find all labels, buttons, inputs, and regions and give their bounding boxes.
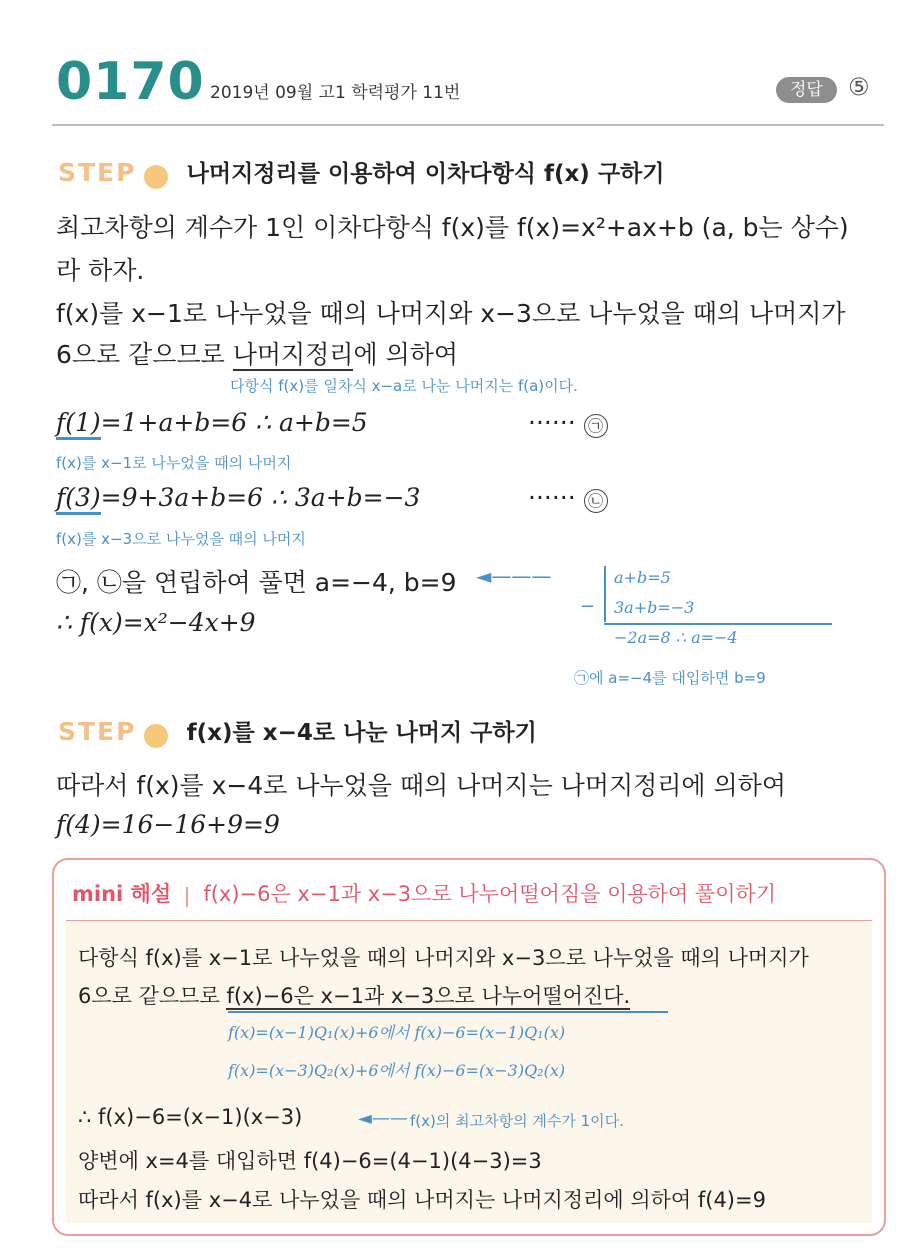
answer-value: ⑤ <box>847 73 870 101</box>
arrow-left-icon-2: ◄—— <box>358 1108 408 1129</box>
body-b-line1: 따라서 f(x)를 x−4로 나누었을 때의 나머지는 나머지정리에 의하여 <box>56 771 786 800</box>
mini-line3: ∴ f(x)−6=(x−1)(x−3) <box>78 1105 303 1129</box>
step-a-heading <box>58 155 664 189</box>
step-b-icon <box>144 724 168 748</box>
mini-line2-key: f(x)−6은 x−1과 x−3으로 나누어떨어진다. <box>226 984 631 1008</box>
mini-line3-note: f(x)의 최고차항의 계수가 1이다. <box>410 1112 624 1130</box>
side-minus: − <box>580 596 596 617</box>
mini-header <box>72 878 776 908</box>
body-a-line4 <box>56 335 458 371</box>
step-a-icon <box>144 165 168 189</box>
header-divider <box>52 124 884 126</box>
mini-line2 <box>78 980 630 1010</box>
eq1-mark: ㉠ <box>584 414 608 438</box>
mini-line4: 양변에 x=4를 대입하면 f(4)−6=(4−1)(4−3)=3 <box>78 1149 542 1173</box>
body-a-theorem: 나머지정리 <box>232 340 354 369</box>
eq1-rhs: =1+a+b=6 ∴ a+b=5 <box>100 408 368 437</box>
problem-number: 0170 <box>56 52 205 112</box>
eq1-tag <box>528 408 608 438</box>
eq2-dots: ······ <box>528 483 576 512</box>
step-a-badge: STEP <box>58 158 137 187</box>
side-line4: ㉠에 a=−4를 대입하면 b=9 <box>574 669 766 687</box>
eq2-rhs: =9+3a+b=6 ∴ 3a+b=−3 <box>100 483 421 512</box>
eq2-lhs: f(3) <box>56 483 101 515</box>
side-bracket <box>604 566 606 622</box>
step-b-title: f(x)를 x−4로 나눈 나머지 구하기 <box>186 720 537 746</box>
result-line: ∴ f(x)=x²−4x+9 <box>56 608 256 637</box>
eq1-dots: ······ <box>528 408 576 437</box>
note-remainder-theorem: 다항식 f(x)를 일차식 x−a로 나눈 나머지는 f(a)이다. <box>230 377 578 395</box>
mini-note-rule <box>228 1011 668 1013</box>
mini-note2: f(x)=(x−3)Q₂(x)+6에서 f(x)−6=(x−3)Q₂(x) <box>228 1061 566 1080</box>
eq2 <box>56 483 420 512</box>
body-a-line1: 최고차항의 계수가 1인 이차다항식 f(x)를 f(x)=x²+ax+b (a, b는 상수) <box>56 213 849 242</box>
arrow-left-icon: ◄——— <box>476 564 552 588</box>
note-eq2: f(x)를 x−3으로 나누었을 때의 나머지 <box>56 530 306 548</box>
answer-box <box>776 73 869 101</box>
side-line2: 3a+b=−3 <box>614 598 695 617</box>
eq1 <box>56 408 368 437</box>
step-b-heading <box>58 714 537 748</box>
body-b-line2: f(4)=16−16+9=9 <box>56 810 280 839</box>
body-a-line4-post: 에 의하여 <box>353 340 459 369</box>
side-line3: −2a=8 ∴ a=−4 <box>614 628 738 647</box>
eq2-tag <box>528 483 608 513</box>
problem-source: 2019년 09월 고1 학력평가 11번 <box>210 83 461 103</box>
answer-label: 정답 <box>776 77 837 103</box>
mini-line2-pre: 6으로 같으므로 <box>78 984 227 1008</box>
side-line1: a+b=5 <box>614 568 671 587</box>
body-a-line4-pre: 6으로 같으므로 <box>56 340 233 369</box>
mini-line1: 다항식 f(x)를 x−1로 나누었을 때의 나머지와 x−3으로 나누었을 때의 나머지가 <box>78 946 809 970</box>
mini-line5: 따라서 f(x)를 x−4로 나누었을 때의 나머지는 나머지정리에 의하여 f(4)=9 <box>78 1188 766 1212</box>
step-a-title: 나머지정리를 이용하여 이차다항식 f(x) 구하기 <box>186 161 665 187</box>
eq2-mark: ㉡ <box>584 489 608 513</box>
step-b-badge: STEP <box>58 717 137 746</box>
side-rule <box>604 623 832 625</box>
mini-divider <box>186 887 188 907</box>
mini-label: mini 해설 <box>72 882 172 906</box>
mini-note1: f(x)=(x−1)Q₁(x)+6에서 f(x)−6=(x−1)Q₁(x) <box>228 1023 566 1042</box>
note-eq1: f(x)를 x−1로 나누었을 때의 나머지 <box>56 454 292 472</box>
solve-line: ㉠, ㉡을 연립하여 풀면 a=−4, b=9 <box>56 568 457 597</box>
mini-title: f(x)−6은 x−1과 x−3으로 나누어떨어짐을 이용하여 풀이하기 <box>203 882 777 906</box>
eq1-lhs: f(1) <box>56 408 101 440</box>
body-a-line3: f(x)를 x−1로 나누었을 때의 나머지와 x−3으로 나누었을 때의 나머지가 <box>56 299 846 328</box>
body-a-line2: 라 하자. <box>56 256 145 285</box>
